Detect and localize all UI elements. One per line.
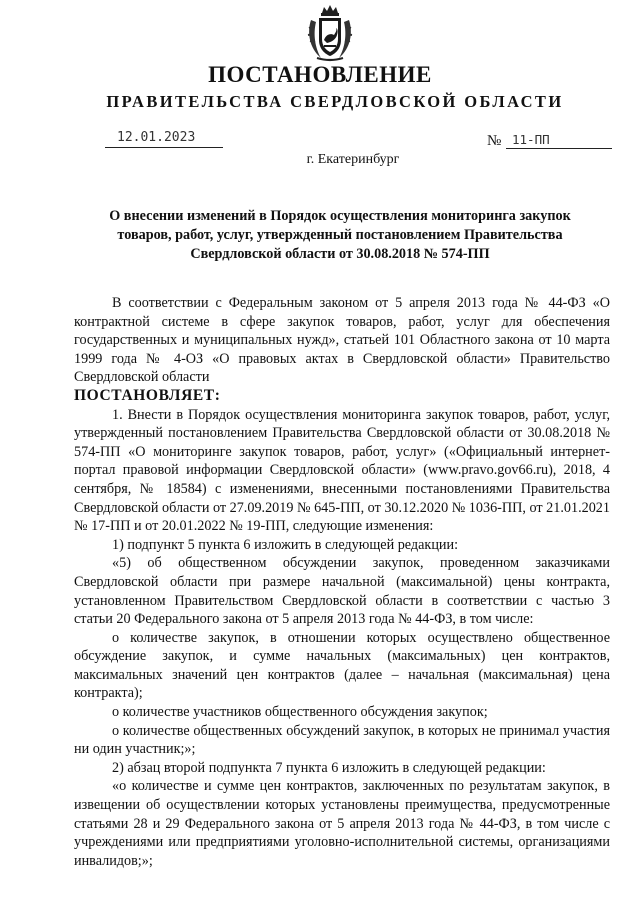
body-paragraph: «5) об общественном обсуждении закупок, проведенном заказчиками Свердловской области при размере начальной (максимальной) цены контракта, установленном Правительством Свердловской области в соответствии с частью 3 статьи 20 Федерального закона от 5 апреля 2013 года № 44-ФЗ, в том числе: bbox=[74, 555, 610, 628]
resolve-heading: ПОСТАНОВЛЯЕТ: bbox=[74, 386, 221, 404]
body-paragraph: о количестве участников общественного обсуждения закупок; bbox=[112, 704, 488, 721]
document-heading: О внесении изменений в Порядок осуществления мониторинга закупок товаров, работ, услуг, утвержденный постановлением Правительства Свердловской области от 30.08.2018 № 574-ПП bbox=[109, 208, 571, 262]
body-paragraph: 1) подпункт 5 пункта 6 изложить в следующей редакции: bbox=[112, 536, 459, 553]
city-label: г. Екатеринбург bbox=[306, 152, 400, 167]
body-paragraph: о количестве общественных обсуждений закупок, в которых не принимал участия ни один участник;»; bbox=[74, 722, 610, 758]
document-body bbox=[74, 294, 610, 870]
preamble-paragraph: В соответствии с Федеральным законом от 5 апреля 2013 года № 44-ФЗ «О контрактной системе в сфере закупок товаров, работ, услуг для обеспечения государственных и муниципальных нужд», статьей 101 Областного закона от 10 марта 1999 года № 4-ОЗ «О правовых актах в Свердловской области» Правительство Свердловской области bbox=[74, 295, 610, 386]
coat-of-arms-icon bbox=[305, 4, 355, 62]
issuer-title: ПРАВИТЕЛЬСТВА СВЕРДЛОВСКОЙ ОБЛАСТИ bbox=[106, 92, 564, 111]
document-number: 11-ПП bbox=[506, 131, 612, 149]
number-sign: № bbox=[487, 133, 502, 149]
body-paragraph: 2) абзац второй подпункта 7 пункта 6 изложить в следующей редакции: bbox=[112, 759, 546, 776]
body-paragraph: 1. Внести в Порядок осуществления мониторинга закупок товаров, работ, услуг, утвержденный постановлением Правительства Свердловской области от 30.08.2018 № 574-ПП «О мониторинге закупок товаров, работ, услуг» («Официальный интернет-портал правовой информации Свердловской области» (www.pravo.gov66.ru), 2018, 4 сентября, № 18584) с изменениями, внесенными постановлениями Правительства Свердловской области от 27.09.2019 № 645-ПП, от 30.12.2020 № 1036-ПП, от 21.01.2021 № 17-ПП и от 20.01.2022 № 19-ПП, следующие изменения: bbox=[74, 406, 610, 535]
body-paragraph: о количестве закупок, в отношении которых осуществлено общественное обсуждение закупок, и сумме начальных (максимальных) цен контрактов, максимальных значений цен контрактов (далее – начальная (максимальная) цена контракта); bbox=[74, 629, 610, 702]
document-type-title: ПОСТАНОВЛЕНИЕ bbox=[208, 62, 432, 87]
document-date: 12.01.2023 bbox=[105, 129, 223, 148]
body-paragraph: «о количестве и сумме цен контрактов, заключенных по результатам закупок, в извещении об осуществлении которых установлены преимущества, предусмотренные статьями 28 и 29 Федерального закона от 5 апреля 2013 года № 44-ФЗ, в том числе с учреждениями или предприятиями уголовно-исполнительной системы, организациями инвалидов;»; bbox=[74, 778, 610, 869]
